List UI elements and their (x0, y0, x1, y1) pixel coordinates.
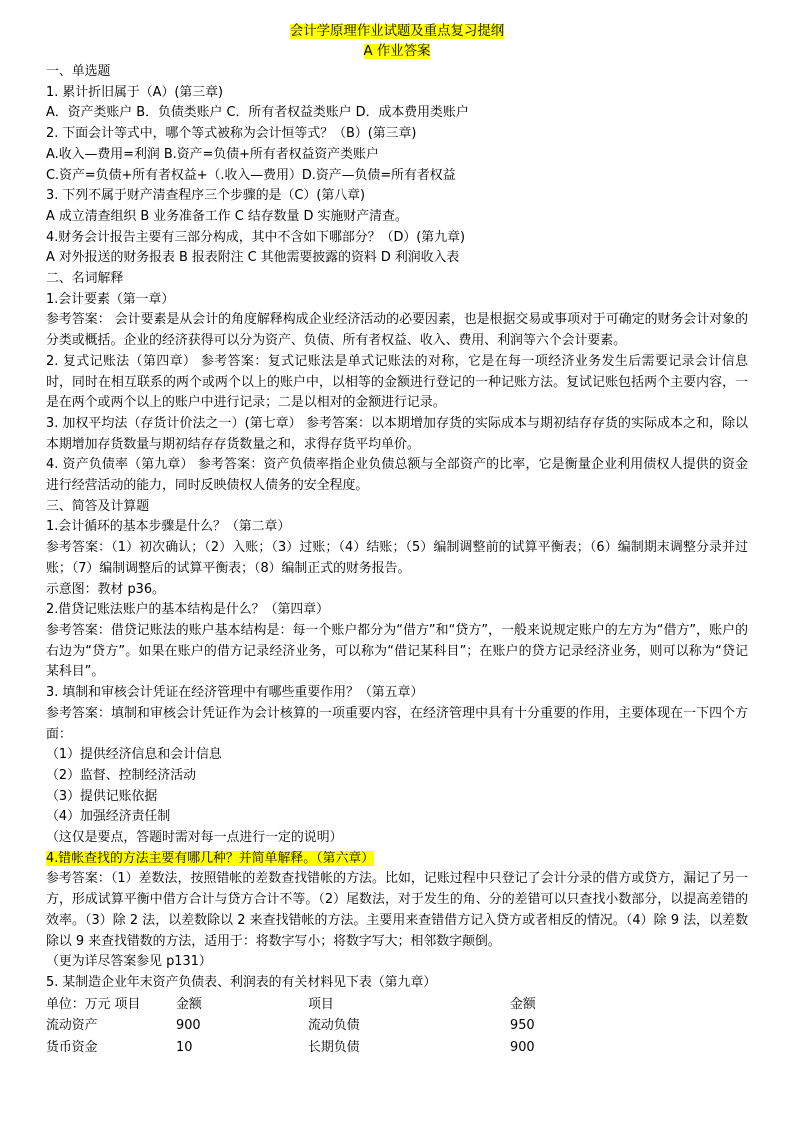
table-cell: 货币资金 (46, 1039, 98, 1055)
list-item: C.资产=负债+所有者权益+（.收入—费用）D.资产—负债=所有者权益 (46, 167, 456, 183)
list-item: （1）提供经济信息和会计信息 (46, 747, 222, 763)
table-cell: 950 (510, 1018, 535, 1034)
table-header-cell: 项目 (308, 996, 334, 1012)
list-item: 3. 下列不属于财产清查程序三个步骤的是（C）(第八章) (46, 188, 366, 204)
list-item: 4.财务会计报告主要有三部分构成，其中不含如下哪部分？（D）(第九章) (46, 229, 466, 245)
balance-table (46, 994, 748, 1059)
document-page (46, 22, 748, 1058)
question-title: 5. 某制造企业年末资产负债表、利润表的有关材料见下表（第九章） (46, 974, 437, 990)
question-title: 2.借贷记账法账户的基本结构是什么？（第四章） (46, 602, 330, 618)
term-item: 4. 资产负债率（第九章） 参考答案：资产负债率指企业负债总额与全部资产的比率，它是衡量企业利用债权人提供的资金进行经营活动的能力，同时反映债权人债务的安全程度。 (46, 457, 748, 494)
list-item: 2. 下面会计等式中，哪个等式被称为会计恒等式？（B）(第三章) (46, 126, 417, 142)
table-header-cell: 单位：万元 项目 (46, 996, 141, 1012)
question-note: （这仅是要点，答题时需对每一点进行一定的说明） (46, 830, 343, 846)
table-cell: 10 (176, 1039, 193, 1055)
document-header (46, 22, 748, 62)
term-item: 2. 复式记账法（第四章） 参考答案：复式记账法是单式记账法的对称，它是在每一项经济业务发生后需要记录会计信息时，同时在相互联系的两个或两个以上的账户中，以相等的金额进行登记的一种记账方法。复试记账包括两个主要内容，一是在两个或两个以上的账户中进行记录；二是以相对的金额进行记录。 (46, 353, 748, 411)
document-title: 会计学原理作业试题及重点复习提纲 (289, 24, 505, 39)
table-cell: 流动资产 (46, 1018, 98, 1034)
document-subtitle: A 作业答案 (363, 44, 431, 59)
term-answer: 参考答案： 会计要素是从会计的角度解释构成企业经济活动的必要因素，也是根据交易或事项对于可确定的财务会计对象的分类或概括。企业的经济获得可以分为资产、负债、所有者权益、收入、费用、利润等六个会计要素。 (46, 312, 748, 349)
table-header-row (46, 994, 748, 1016)
list-item: A．资产类账户 B．负债类账户 C．所有者权益类账户 D．成本费用类账户 (46, 105, 469, 121)
table-cell: 900 (510, 1039, 535, 1055)
question-answer: 参考答案：（1）初次确认；（2）入账；（3）过账；（4）结账；（5）编制调整前的试算平衡表；（6）编制期末调整分录并过账；（7）编制调整后的试算平衡表；（8）编制正式的财务报告。 (46, 540, 748, 576)
question-title: 1.会计循环的基本步骤是什么？（第二章） (46, 519, 291, 535)
list-item: （2）监督、控制经济活动 (46, 767, 196, 783)
term-item: 3. 加权平均法（存货计价法之一）(第七章） 参考答案：以本期增加存货的实际成本与期初结存存货的实际成本之和，除以本期增加存货数量与期初结存存货数量之和，求得存货平均单价。 (46, 415, 748, 452)
highlighted-text: 4.错帐查找的方法主要有哪几种？并简单解释。（第六章） (46, 850, 375, 866)
list-item: A.收入—费用=利润 B.资产=负债+所有者权益资产类账户 (46, 146, 379, 162)
table-header-cell: 金额 (510, 996, 536, 1012)
question-note: 示意图：教材 p36。 (46, 581, 165, 597)
list-item: （4）加强经济责任制 (46, 809, 171, 825)
question-title-highlighted (46, 849, 748, 870)
list-item: （3）提供记账依据 (46, 788, 158, 804)
table-row (46, 1037, 748, 1059)
list-item: A 成立清查组织 B 业务准备工作 C 结存数量 D 实施财产清查。 (46, 208, 408, 224)
table-cell: 长期负债 (308, 1039, 360, 1055)
table-row (46, 1015, 748, 1037)
table-cell: 流动负债 (308, 1018, 360, 1034)
section-heading-single-choice: 一、单选题 (46, 64, 111, 79)
question-title: 3. 填制和审核会计凭证在经济管理中有哪些重要作用？（第五章） (46, 685, 424, 701)
single-choice-list (46, 83, 748, 269)
list-item: A 对外报送的财务报表 B 报表附注 C 其他需要披露的资料 D 利润收入表 (46, 250, 460, 266)
list-item: 1. 累计折旧属于（A）(第三章) (46, 84, 224, 100)
term-title: 1.会计要素（第一章） (46, 291, 175, 307)
section-heading-short-answer: 三、简答及计算题 (46, 498, 150, 514)
question-answer: 参考答案：借贷记账法的账户基本结构是：每一个账户都分为“借方”和“贷方”，一般来说规定账户的左方为“借方”，账户的右边为“贷方”。如果在账户的借方记录经济业务，可以称为“借记某科目”；在账户的贷方记录经济业务，则可以称为“贷记某科目”。 (46, 622, 748, 680)
section-heading-terms: 二、名词解释 (46, 271, 124, 287)
question-answer: 参考答案：填制和审核会计凭证作为会计核算的一项重要内容，在经济管理中具有十分重要的作用，主要体现在一下四个方面： (46, 705, 748, 742)
table-header-cell: 金额 (176, 996, 202, 1012)
question-note: （更为详尽答案参见 p131） (46, 954, 212, 970)
table-cell: 900 (176, 1018, 201, 1034)
question-answer: 参考答案：（1）差数法，按照错帐的差数查找错帐的方法。比如，记账过程中只登记了会计分录的借方或贷方，漏记了另一方，形成试算平衡中借方合计与贷方合计不等。（2）尾数法，对于发生的角、分的差错可以只查找小数部分，以提高差错的效率。（3）除 2 法，以差数除以 2 来查找错帐的方法。主要用来查错借方记入贷方或者相反的情况。（4）除 9 法，以差数除以 9 来查找错数的方法，适用于：将数字写小；将数字写大；相邻数字颠倒。 (46, 871, 748, 949)
